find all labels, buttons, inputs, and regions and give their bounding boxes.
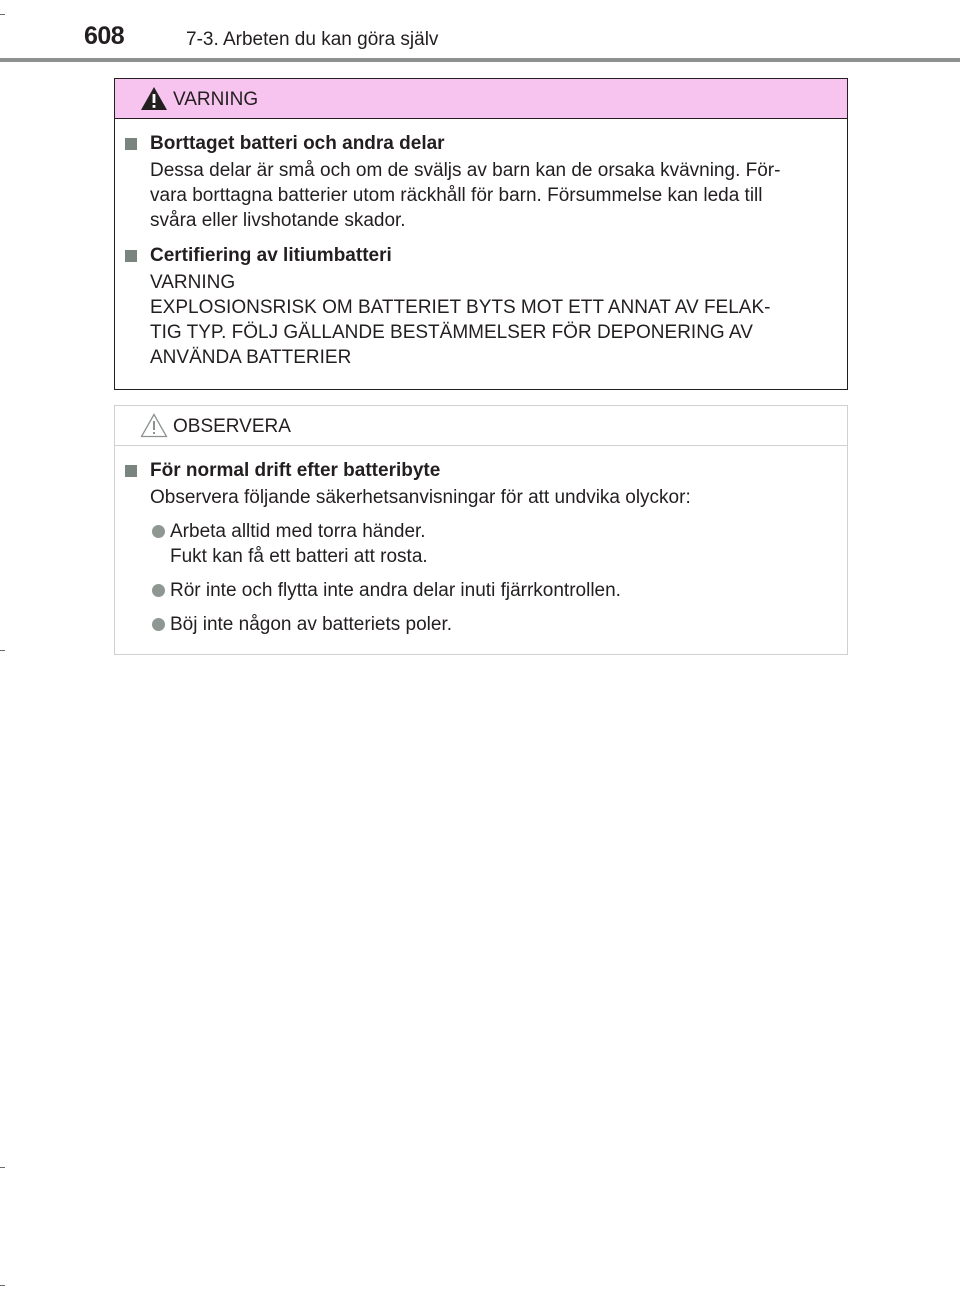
item-text xyxy=(125,158,831,233)
crop-mark xyxy=(0,14,5,15)
text-line: Arbeta alltid med torra händer. xyxy=(170,521,426,542)
page-number: 608 xyxy=(84,22,125,50)
list-item xyxy=(125,612,831,637)
list-item xyxy=(125,519,831,569)
warning-label: VARNING xyxy=(173,89,259,110)
warning-box-header xyxy=(115,79,847,119)
note-item xyxy=(125,458,831,637)
warning-item xyxy=(125,243,831,370)
item-text xyxy=(125,270,831,370)
text-line: ANVÄNDA BATTERIER xyxy=(150,347,352,368)
square-bullet-icon xyxy=(125,250,137,262)
crop-mark xyxy=(0,650,5,651)
crop-mark xyxy=(0,1285,5,1286)
text-line: Dessa delar är små och om de sväljs av barn kan de orsaka kvävning. För- xyxy=(150,160,781,181)
circle-bullet-icon xyxy=(152,525,165,538)
crop-mark xyxy=(0,1167,5,1168)
text-line: Fukt kan få ett batteri att rosta. xyxy=(170,546,428,567)
item-intro xyxy=(125,485,831,510)
square-bullet-icon xyxy=(125,138,137,150)
text-line: TIG TYP. FÖLJ GÄLLANDE BESTÄMMELSER FÖR DEPONERING AV xyxy=(150,322,753,343)
text-line: Observera följande säkerhetsanvisningar för att undvika olyckor: xyxy=(150,487,691,508)
section-title: 7-3. Arbeten du kan göra själv xyxy=(186,29,439,50)
circle-bullet-icon xyxy=(152,584,165,597)
note-box-header xyxy=(115,406,847,446)
header-rule xyxy=(0,58,960,62)
warning-box xyxy=(114,78,848,390)
text-line: vara borttagna batterier utom räckhåll för barn. Försummelse kan leda till xyxy=(150,185,763,206)
text-line: EXPLOSIONSRISK OM BATTERIET BYTS MOT ETT ANNAT AV FELAK- xyxy=(150,297,771,318)
text-line: Böj inte någon av batteriets poler. xyxy=(170,614,453,635)
warning-item xyxy=(125,131,831,233)
item-title: För normal drift efter batteribyte xyxy=(150,460,441,481)
list-item xyxy=(125,578,831,603)
item-title: Borttaget batteri och andra delar xyxy=(150,133,445,154)
text-line: Rör inte och flytta inte andra delar inuti fjärrkontrollen. xyxy=(170,580,621,601)
circle-bullet-icon xyxy=(152,618,165,631)
text-line: VARNING xyxy=(150,272,236,293)
square-bullet-icon xyxy=(125,465,137,477)
page-header xyxy=(0,0,960,62)
note-label: OBSERVERA xyxy=(173,416,291,437)
item-title: Certifiering av litiumbatteri xyxy=(150,245,392,266)
text-line: svåra eller livshotande skador. xyxy=(150,210,406,231)
warning-triangle-filled-icon xyxy=(140,86,168,111)
caution-triangle-outline-icon xyxy=(140,413,168,438)
note-box xyxy=(114,405,848,655)
